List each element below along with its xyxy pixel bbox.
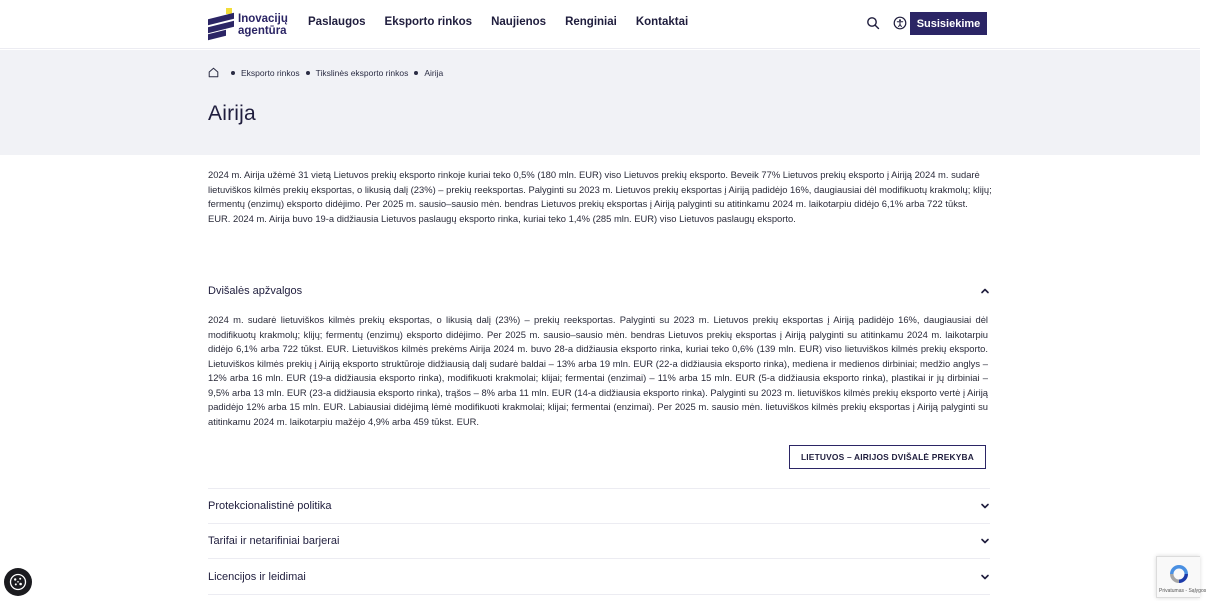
- accessibility-icon[interactable]: [893, 16, 907, 30]
- accordion-title: Dvišalės apžvalgos: [208, 284, 303, 297]
- nav-item-paslaugos[interactable]: Paslaugos: [308, 16, 366, 28]
- accordion-title: Tarifai ir netarifiniai barjerai: [208, 534, 340, 547]
- accordion-header-protekcionalistine-politika[interactable]: [208, 488, 990, 523]
- logo-line1: Inovacijų: [238, 13, 288, 25]
- cookie-settings-button[interactable]: [4, 568, 32, 596]
- breadcrumb-separator: [414, 71, 418, 75]
- logo-line2: agentūra: [238, 25, 287, 37]
- accordion-header-dvisales-apzvalgos[interactable]: [208, 273, 990, 308]
- intro-text: 2024 m. Airija užėmė 31 vietą Lietuvos prekių eksporto rinkoje kuriai teko 0,5% (180 mln. EUR) viso Lietuvos prekių eksporto. Beveik 77% Lietuvos prekių eksporto į Airiją 2024 m. sudarė lietuviškos kilmės prekių eksportas, o likusią dalį (23%) – prekių reeksportas. Palyginti su 2023 m. Lietuvos prekių eksportas į Airiją padidėjo 16%, daugiausiai dėl modifikuotų krakmolų; klijų; fermentų (enzimų) eksporto didėjimo. Per 2025 m. sausio–sausio mėn. bendras Lietuvos prekių eksportas į Airiją palyginti su atitinkamu 2024 m. laikotarpiu didėjo 6,1% arba 722 tūkst. EUR. 2024 m. Airija buvo 19-a didžiausia Lietuvos paslaugų eksporto rinka, kuriai teko 1,4% (285 mln. EUR) viso Lietuvos paslaugų eksporto.: [208, 169, 992, 224]
- nav-item-naujienos[interactable]: Naujienos: [491, 16, 547, 28]
- chevron-down-icon: [980, 572, 990, 582]
- breadcrumb-item-current: Airija: [424, 67, 444, 78]
- recaptcha-badge[interactable]: [1156, 556, 1206, 598]
- chevron-down-icon: [980, 501, 990, 511]
- accordion-body: 2024 m. sudarė lietuviškos kilmės prekių eksportas, o likusią dalį (23%) – prekių reeksportas. Palyginti su 2023 m. Lietuvos prekių eksportas į Airiją padidėjo 16%, daugiausiai dėl modifikuotų krakmolų; klijų; fermentų (enzimų) eksporto didėjimo. Per 2025 m. sausio–sausio mėn. bendras Lietuvos prekių eksportas į Airiją palyginti su atitinkamu 2024 m. laikotarpiu didėjo 6,1% arba 722 tūkst. EUR. Lietuviškos kilmės prekėms Airija 2024 m. buvo 28-a didžiausia eksporto rinka, kuriai teko 0,6% (139 mln. EUR) viso lietuviškos kilmės prekių eksporto. Lietuviškos kilmės prekių į Airiją eksporto struktūroje didžiausią dalį sudarė baldai – 13% arba 19 mln. EUR (22-a didžiausia eksporto rinka), mediena ir medienos dirbiniai; medžio anglys – 12% arba 16 mln. EUR (19-a didžiausia eksporto rinka), modifikuoti krakmolai; klijai; fermentai (enzimai) – 11% arba 15 mln. EUR (5-a didžiausia eksporto rinka), plastikai ir jų dirbiniai – 9,5% arba 13 mln. EUR (23-a didžiausia eksporto rinka), trąšos – 8% arba 11 mln. EUR (14-a didžiausia eksporto rinka). Palyginti su 2023 m. lietuviškos kilmės prekių eksporto vertė į Airiją padidėjo 12% arba 15 mln. EUR. Labiausiai didėjimą lėmė modifikuoti krakmolai; klijai; fermentai (enzimai). Per 2025 m. sausio mėn. lietuviškos kilmės prekių eksportas į Airiją palyginti su atitinkamu 2024 m. laikotarpiu mažėjo 4,9% arba 459 tūkst. EUR.: [208, 314, 988, 427]
- page-hero: [0, 50, 1200, 155]
- breadcrumb: [208, 67, 443, 78]
- breadcrumb-item-eksporto-rinkos[interactable]: Eksporto rinkos: [241, 67, 300, 78]
- chevron-up-icon: [980, 286, 990, 296]
- recaptcha-icon: [1167, 562, 1191, 586]
- bilateral-trade-button[interactable]: LIETUVOS – AIRIJOS DVIŠALĖ PREKYBA: [789, 445, 986, 469]
- logo[interactable]: [208, 8, 288, 40]
- site-header: [0, 0, 1200, 49]
- chevron-down-icon: [980, 536, 990, 546]
- page-title: Airija: [208, 102, 256, 125]
- home-icon[interactable]: [208, 67, 219, 78]
- accordion-header-tarifai[interactable]: [208, 523, 990, 558]
- nav-item-eksporto-rinkos[interactable]: Eksporto rinkos: [384, 16, 473, 28]
- search-icon[interactable]: [866, 16, 880, 30]
- main-nav: [308, 16, 707, 28]
- contact-button[interactable]: Susisiekime: [910, 12, 987, 35]
- accordion-title: Licencijos ir leidimai: [208, 570, 306, 583]
- accordion-title: Protekcionalistinė politika: [208, 499, 332, 512]
- accordion-header-licencijos[interactable]: [208, 559, 990, 594]
- logo-mark-icon: [208, 10, 234, 38]
- breadcrumb-separator: [231, 71, 235, 75]
- nav-item-renginiai[interactable]: Renginiai: [565, 16, 617, 28]
- cookie-icon: [9, 573, 27, 591]
- logo-text: [238, 13, 288, 37]
- breadcrumb-item-tiksliniu-rinkos[interactable]: Tikslinės eksporto rinkos: [315, 67, 409, 78]
- breadcrumb-separator: [306, 71, 310, 75]
- divider: [208, 594, 990, 595]
- nav-item-kontaktai[interactable]: Kontaktai: [635, 16, 689, 28]
- recaptcha-text[interactable]: Privatumas - Sąlygos: [1159, 588, 1206, 594]
